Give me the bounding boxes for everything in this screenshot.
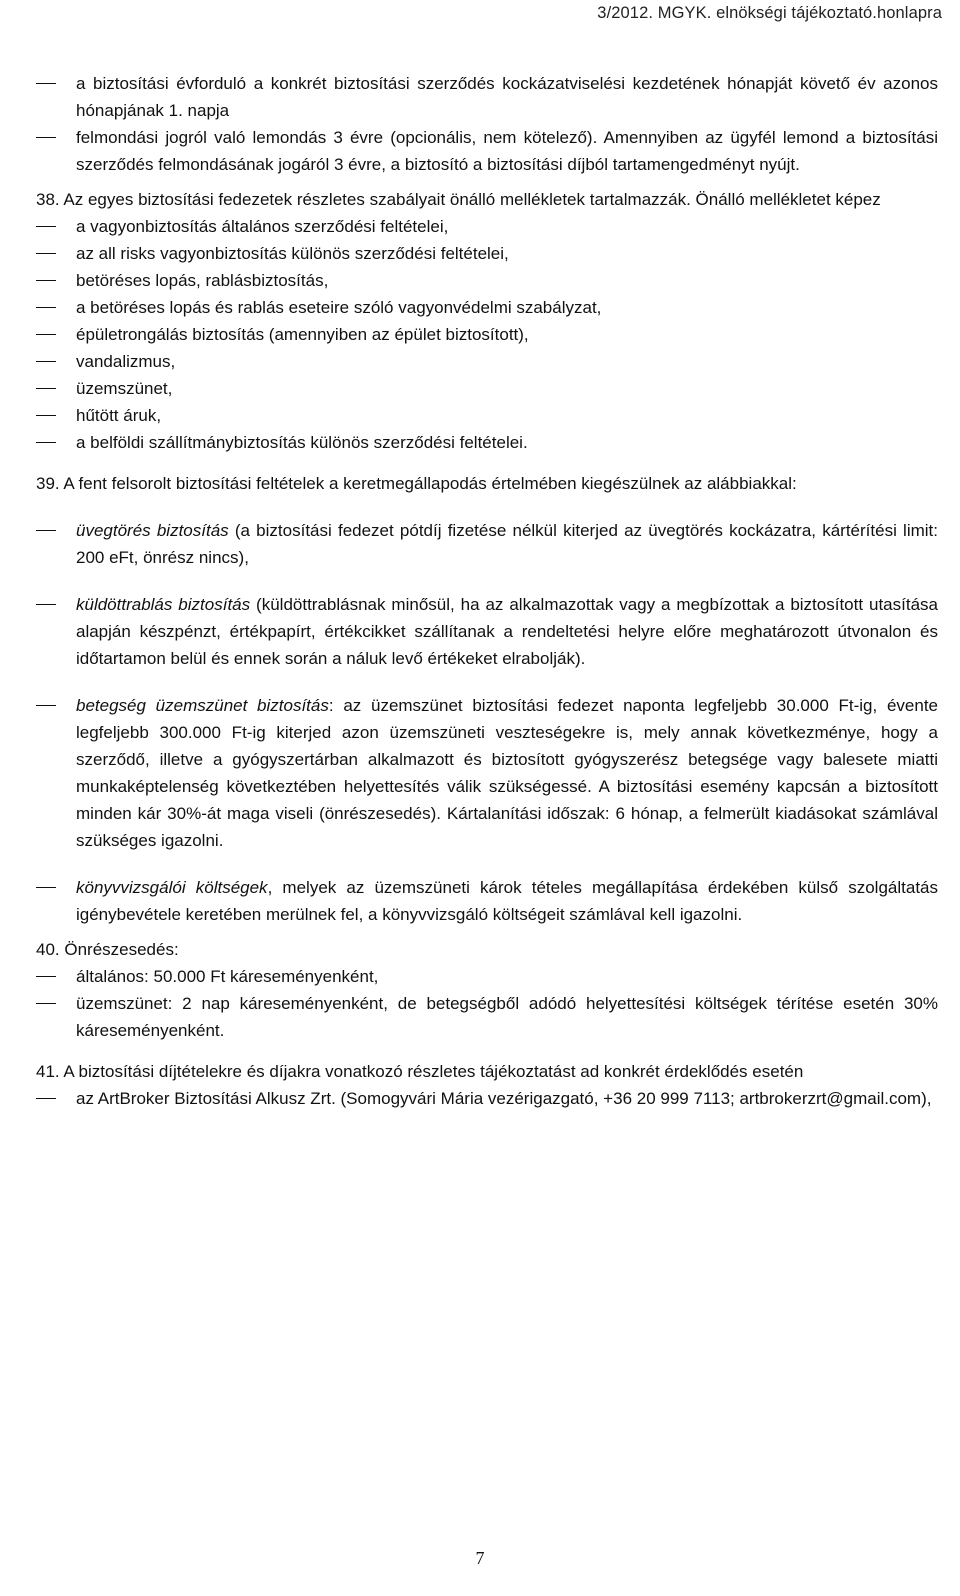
list-item: üzemszünet: 2 nap káreseményenként, de betegségből adódó helyettesítési költségek térítése esetén 30% káreseményenként.	[36, 990, 938, 1044]
item-text: az üzemszünet biztosítási fedezet naponta legfeljebb 30.000 Ft-ig, évente legfeljebb 300.000 Ft-ig kiterjed azon üzemszüneti veszteségekre is, mely annak következménye, hogy a szerződő, illetve a gyógyszertárban alkalmazott és biztosított gyógyszerész betegsége vagy balesete miatti munkaképtelenség következtében helyettesítés válik szükségessé. A biztosítási esemény kapcsán a biztosított minden kár 30%-át maga viseli (önrészesedés). Kártalanítási időszak: 6 hónap, a felmerült kiadásokat számlával szükséges igazolni.	[76, 696, 938, 850]
list-item: az ArtBroker Biztosítási Alkusz Zrt. (Somogyvári Mária vezérigazgató, +36 20 999 7113; artbrokerzrt@gmail.com),	[36, 1085, 938, 1112]
paragraph-40: 40. Önrészesedés:	[36, 940, 179, 959]
item-lead: könyvvizsgálói költségek	[76, 878, 268, 897]
list-item	[36, 874, 938, 928]
list-item	[36, 517, 938, 571]
list-item: betöréses lopás, rablásbiztosítás,	[36, 267, 938, 294]
list-item: épületrongálás biztosítás (amennyiben az épület biztosított),	[36, 321, 938, 348]
item-text: melyek az üzemszüneti károk tételes megállapítása érdekében külső szolgáltatás igénybevétele keretében merülnek fel, a könyvvizsgáló költségeit számlával kell igazolni.	[76, 878, 938, 924]
item-text: (a biztosítási fedezet pótdíj fizetése nélkül kiterjed az üvegtörés kockázatra, kártérítési limit: 200 eFt, önrész nincs),	[76, 521, 938, 567]
list-item: hűtött áruk,	[36, 402, 938, 429]
page-header: 3/2012. MGYK. elnökségi tájékoztató.honlapra	[597, 4, 942, 22]
item-text: (küldöttrablásnak minősül, ha az alkalmazottak vagy a megbízottak a biztosított utasítása alapján készpénzt, értékpapírt, értékcikket szállítanak a rendeltetési helyre előre meghatározott útvonalon és időtartamon belül és ennek során a náluk levő értékeket elrabolják).	[76, 595, 938, 668]
list-item: vandalizmus,	[36, 348, 938, 375]
paragraph-39: 39. A fent felsorolt biztosítási feltételek a keretmegállapodás értelmében kiegészülnek az alábbiakkal:	[36, 474, 797, 493]
paragraph-38: 38. Az egyes biztosítási fedezetek részletes szabályait önálló mellékletek tartalmazzák. Önálló mellékletet képez	[36, 190, 881, 209]
list-item: üzemszünet,	[36, 375, 938, 402]
list-item: általános: 50.000 Ft káreseményenként,	[36, 963, 938, 990]
list-item: felmondási jogról való lemondás 3 évre (opcionális, nem kötelező). Amennyiben az ügyfél lemond a biztosítási szerződés felmondásának jogáról 3 évre, a biztosító a biztosítási díjból tartamengedményt nyújt.	[36, 124, 938, 178]
item-lead: üvegtörés biztosítás	[76, 521, 229, 540]
list-item: a biztosítási évforduló a konkrét biztosítási szerződés kockázatviselési kezdetének hónapját követő év azonos hónapjának 1. napja	[36, 70, 938, 124]
list-item: az all risks vagyonbiztosítás különös szerződési feltételei,	[36, 240, 938, 267]
list-item: a vagyonbiztosítás általános szerződési feltételei,	[36, 213, 938, 240]
item-lead: betegség üzemszünet biztosítás	[76, 696, 329, 715]
item-sep: :	[328, 696, 344, 715]
paragraph-41: 41. A biztosítási díjtételekre és díjakra vonatkozó részletes tájékoztatást ad konkrét érdeklődés esetén	[36, 1062, 804, 1081]
list-item: a betöréses lopás és rablás eseteire szóló vagyonvédelmi szabályzat,	[36, 294, 938, 321]
item-lead: küldöttrablás biztosítás	[76, 595, 251, 614]
document-body	[36, 70, 938, 1112]
item-sep: ,	[267, 878, 283, 897]
list-item: a belföldi szállítmánybiztosítás különös szerződési feltételei.	[36, 429, 938, 456]
page-number: 7	[475, 1548, 485, 1568]
list-item	[36, 692, 938, 854]
list-item	[36, 591, 938, 672]
